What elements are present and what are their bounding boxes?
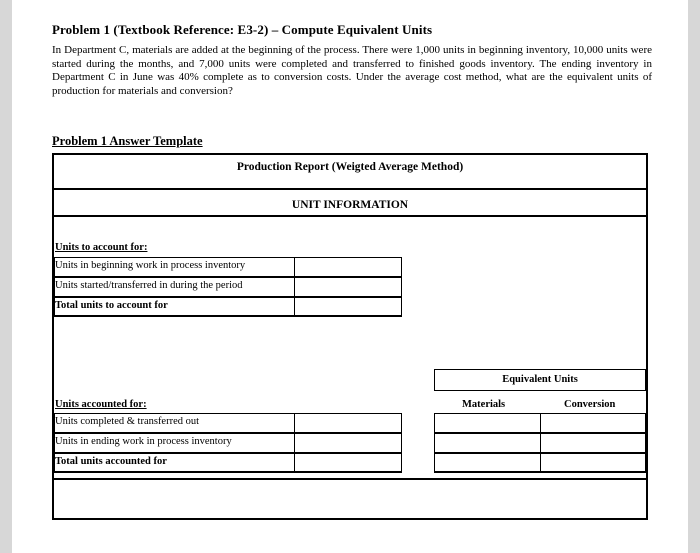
row-label-completed-transferred: Units completed & transferred out [55, 416, 200, 427]
problem-title: Problem 1 (Textbook Reference: E3-2) – Compute Equivalent Units [52, 22, 433, 37]
units-accounted-header: Units accounted for: [55, 399, 147, 410]
answer-template-heading: Problem 1 Answer Template [52, 134, 203, 148]
problem-description: In Department C, materials are added at the beginning of the process. There were 1,000 units in beginning inventory, 10,000 units were started during the months, and 7,000 units were completed and transferred to finished goods inventory. The ending inventory in Department C in June was 40% complete as to conversion costs. Under the average cost method, what are the equivalent units of production for materials and conversion? [52, 44, 652, 97]
units-to-account-header: Units to account for: [55, 242, 148, 253]
row-label-total-accounted: Total units accounted for [55, 456, 167, 467]
cell-divider [294, 257, 295, 277]
cell-divider [294, 297, 295, 317]
divider-line [54, 478, 646, 480]
equivalent-units-header: Equivalent Units [434, 369, 646, 391]
row-label-ending-wip: Units in ending work in process inventory [55, 436, 232, 447]
unit-information-heading: UNIT INFORMATION [291, 199, 409, 211]
right-page-edge [688, 0, 700, 553]
row-label-units-started: Units started/transferred in during the period [55, 280, 243, 291]
row-label-total-to-account: Total units to account for [55, 300, 168, 311]
equivalent-units-row [434, 413, 646, 433]
conversion-column-header: Conversion [564, 399, 616, 410]
answer-template-box [52, 153, 648, 520]
row-label-beginning-wip: Units in beginning work in process inventory [55, 260, 246, 271]
cell-divider [294, 277, 295, 297]
left-page-edge [0, 0, 12, 553]
divider-line [54, 215, 646, 217]
cell-divider [294, 413, 295, 433]
cell-divider [294, 433, 295, 453]
equivalent-units-row-total [434, 453, 646, 473]
production-report-title: Production Report (Weigted Average Method) [236, 161, 464, 173]
divider-line [54, 188, 646, 190]
cell-divider [294, 453, 295, 473]
equivalent-units-row [434, 433, 646, 453]
materials-column-header: Materials [462, 399, 506, 410]
